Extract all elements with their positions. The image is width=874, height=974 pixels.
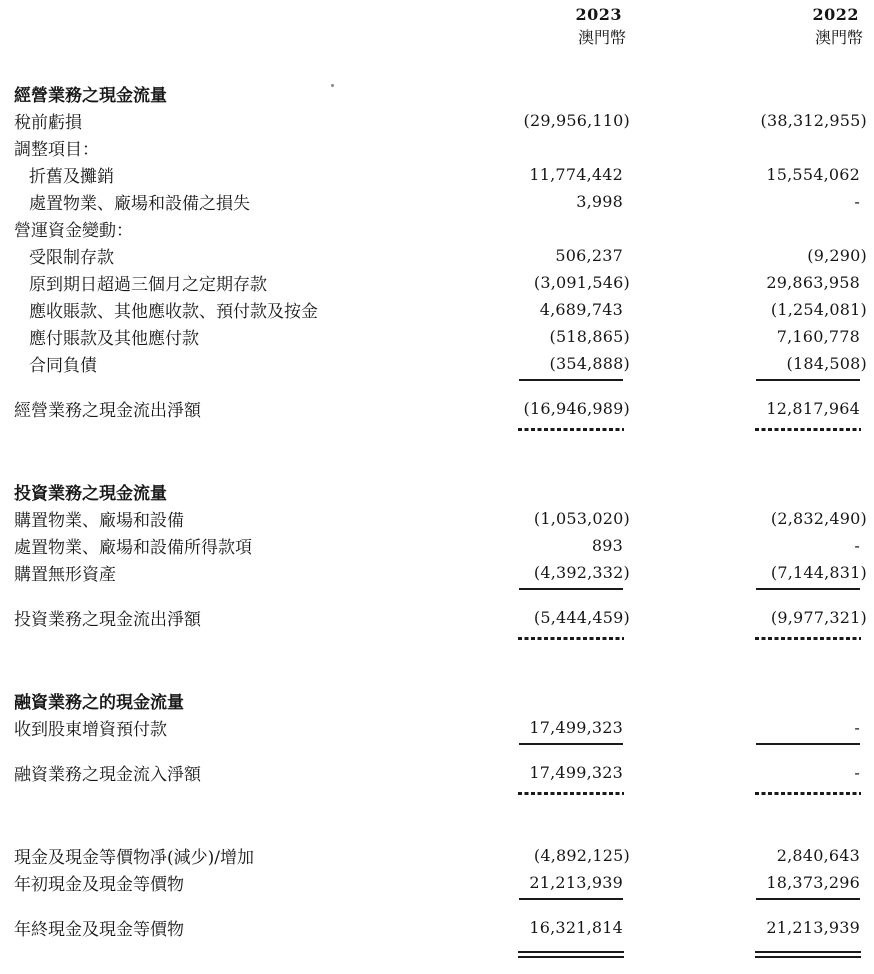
line-item-row <box>14 532 867 559</box>
value-2023: (518,865) <box>549 327 630 346</box>
statement-body <box>14 80 867 961</box>
line-item-label: 稅前虧損 <box>14 113 82 133</box>
total-label: 經營業務之現金流出淨額 <box>14 401 201 421</box>
year-header-2022: 2022 <box>812 4 859 24</box>
line-item-row <box>14 107 867 134</box>
section-gap <box>14 804 867 842</box>
section-header: 經營業務之現金流量 <box>14 86 167 106</box>
line-item-label: 購置物業、廠場和設備 <box>14 511 184 531</box>
line-item-label: 年初現金及現金等價物 <box>14 875 184 895</box>
currency-header-2022: 澳門幣 <box>814 27 863 47</box>
line-item-row <box>14 215 867 242</box>
total-value-2022: - <box>854 763 860 782</box>
value-2023: 4,689,743 <box>539 300 623 319</box>
section-dashed-rule-2022 <box>755 428 861 431</box>
line-item-row <box>14 714 867 741</box>
subtotal-rule-2022 <box>756 898 860 900</box>
total-value-2022: (9,977,321) <box>770 608 867 627</box>
value-2022: (38,312,955) <box>760 111 867 130</box>
line-item-row <box>14 134 867 161</box>
line-item-row <box>14 505 867 532</box>
final-double-rule-2022 <box>755 951 861 958</box>
line-item-label: 應收賬款、其他應收款、預付款及按金 <box>29 302 318 322</box>
year-header-2023: 2023 <box>575 4 622 24</box>
value-2022: (1,254,081) <box>770 300 867 319</box>
subtotal-rule-row <box>14 741 867 753</box>
section-dashed-rule-2023 <box>518 637 624 640</box>
line-item-row <box>14 869 867 896</box>
value-2023: 893 <box>591 536 623 555</box>
section-dashed-rule-2023 <box>518 792 624 795</box>
final-double-rule-row <box>14 951 867 961</box>
value-2022: 7,160,778 <box>776 327 860 346</box>
line-item-row <box>14 296 867 323</box>
line-item-row <box>14 842 867 869</box>
line-item-row <box>14 350 867 377</box>
value-2022: (7,144,831) <box>770 563 867 582</box>
value-2022: - <box>854 536 860 555</box>
subtotal-rule-2022 <box>756 379 860 381</box>
subtotal-rule-2023 <box>519 743 623 745</box>
year-header-row <box>14 4 867 24</box>
line-item-label: 原到期日超過三個月之定期存款 <box>29 275 267 295</box>
section-gap <box>14 649 867 687</box>
value-2022: 18,373,296 <box>766 873 860 892</box>
total-value-2022: 21,213,939 <box>766 918 860 937</box>
value-2023: (3,091,546) <box>533 273 630 292</box>
section-gap <box>14 440 867 478</box>
total-value-2022: 12,817,964 <box>766 399 860 418</box>
subtotal-rule-2022 <box>756 588 860 590</box>
value-2022: (2,832,490) <box>770 509 867 528</box>
section-dashed-rule-2022 <box>755 637 861 640</box>
total-value-2023: 16,321,814 <box>529 918 623 937</box>
total-row <box>14 914 867 941</box>
line-item-label: 收到股東增資預付款 <box>14 720 167 740</box>
line-item-label: 受限制存款 <box>29 248 114 268</box>
value-2023: 3,998 <box>576 192 623 211</box>
section-dashed-rule-row <box>14 428 867 440</box>
line-item-row <box>14 269 867 296</box>
line-item-row <box>14 323 867 350</box>
currency-header-2023: 澳門幣 <box>577 27 626 47</box>
value-2022: 2,840,643 <box>776 846 860 865</box>
line-item-label: 處置物業、廠場和設備所得款項 <box>14 538 252 558</box>
section-dashed-rule-row <box>14 792 867 804</box>
section-dashed-rule-row <box>14 637 867 649</box>
total-row <box>14 395 867 422</box>
section-dashed-rule-2022 <box>755 792 861 795</box>
subtotal-rule-row <box>14 896 867 908</box>
total-value-2023: 17,499,323 <box>529 763 623 782</box>
section-header-row <box>14 478 867 505</box>
line-item-label: 合同負債 <box>29 356 97 376</box>
section-header-row <box>14 687 867 714</box>
total-label: 投資業務之現金流出淨額 <box>14 610 201 630</box>
final-double-rule-2023 <box>518 951 624 958</box>
currency-header-row <box>14 24 867 48</box>
line-item-label: 折舊及攤銷 <box>29 167 114 187</box>
value-2023: 17,499,323 <box>529 718 623 737</box>
subtotal-rule-2023 <box>519 588 623 590</box>
line-item-label: 現金及現金等價物凈(減少)/增加 <box>14 848 254 868</box>
value-2022: - <box>854 718 860 737</box>
line-item-row <box>14 559 867 586</box>
section-dashed-rule-2023 <box>518 428 624 431</box>
total-label: 融資業務之現金流入淨額 <box>14 765 201 785</box>
total-row <box>14 759 867 786</box>
value-2022: 15,554,062 <box>766 165 860 184</box>
total-value-2023: (16,946,989) <box>523 399 630 418</box>
value-2023: (29,956,110) <box>523 111 630 130</box>
line-item-label: 調整項目： <box>14 140 99 160</box>
subtotal-rule-2023 <box>519 898 623 900</box>
value-2023: 506,237 <box>555 246 623 265</box>
value-2023: (4,892,125) <box>533 846 630 865</box>
total-row <box>14 604 867 631</box>
line-item-row <box>14 161 867 188</box>
line-item-row <box>14 188 867 215</box>
value-2022: (184,508) <box>786 354 867 373</box>
section-header-row <box>14 80 867 107</box>
total-label: 年終現金及現金等價物 <box>14 920 184 940</box>
value-2023: (4,392,332) <box>533 563 630 582</box>
header-gap <box>14 48 867 80</box>
value-2023: (1,053,020) <box>533 509 630 528</box>
line-item-row <box>14 242 867 269</box>
subtotal-rule-row <box>14 377 867 389</box>
value-2023: 11,774,442 <box>529 165 623 184</box>
subtotal-rule-2022 <box>756 743 860 745</box>
line-item-label: 營運資金變動： <box>14 221 133 241</box>
section-header: 投資業務之現金流量 <box>14 484 167 504</box>
section-header: 融資業務之的現金流量 <box>14 693 184 713</box>
value-2023: (354,888) <box>549 354 630 373</box>
value-2022: (9,290) <box>807 246 867 265</box>
subtotal-rule-2023 <box>519 379 623 381</box>
scan-speck <box>331 84 334 87</box>
line-item-label: 購置無形資產 <box>14 565 116 585</box>
value-2022: - <box>854 192 860 211</box>
value-2023: 21,213,939 <box>529 873 623 892</box>
line-item-label: 處置物業、廠場和設備之損失 <box>29 194 250 214</box>
subtotal-rule-row <box>14 586 867 598</box>
value-2022: 29,863,958 <box>766 273 860 292</box>
total-value-2023: (5,444,459) <box>533 608 630 627</box>
line-item-label: 應付賬款及其他應付款 <box>29 329 199 349</box>
